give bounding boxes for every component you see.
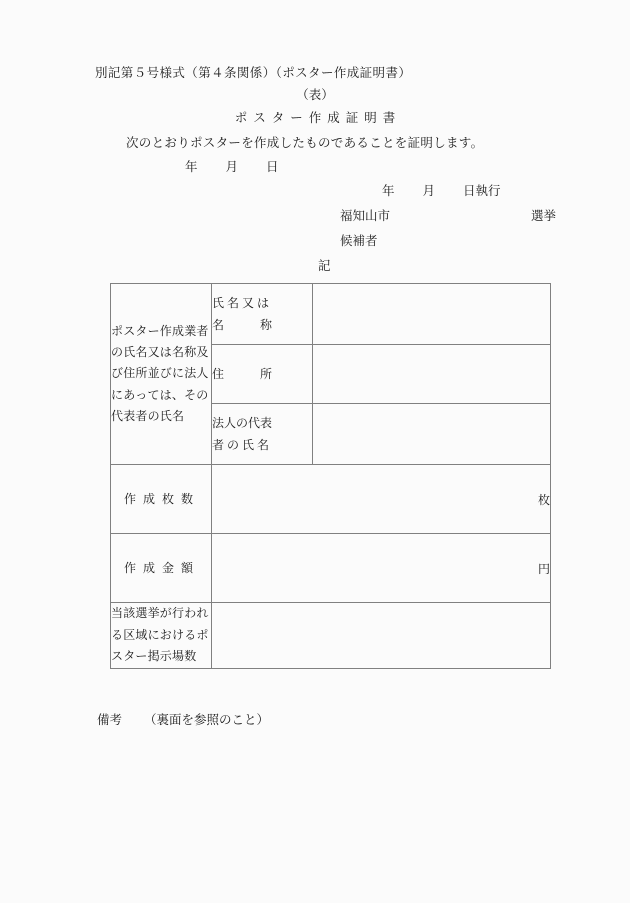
poster-amount-unit: 円 bbox=[537, 561, 550, 576]
candidate-label: 候補者 bbox=[340, 234, 378, 248]
table-row bbox=[111, 603, 551, 669]
producer-header-line: ポスター作成業者 bbox=[111, 323, 209, 338]
producer-header-cell bbox=[111, 284, 212, 465]
execution-month: 月 bbox=[422, 184, 436, 198]
label-line: 法人の代表 bbox=[212, 415, 273, 430]
value-poster-count[interactable] bbox=[212, 465, 551, 534]
form-code-heading: 別記第５号様式（第４条関係）（ポスター作成証明書） bbox=[95, 66, 412, 80]
table-row bbox=[111, 534, 551, 603]
producer-header-line: にあっては、その bbox=[111, 387, 209, 402]
label-text: 作成枚数 bbox=[124, 491, 201, 506]
label-corporate-rep-name bbox=[212, 404, 313, 465]
label-poster-count bbox=[111, 465, 212, 534]
poster-count-unit: 枚 bbox=[537, 492, 550, 507]
table-row bbox=[111, 284, 551, 345]
issue-date-year: 年 bbox=[185, 160, 198, 174]
value-corporate-rep-name[interactable] bbox=[313, 404, 551, 465]
label-line: 名 称 bbox=[212, 318, 273, 332]
remarks-text: （裏面を参照のこと） bbox=[144, 713, 270, 727]
label-line: スター掲示場数 bbox=[111, 649, 197, 664]
remarks-note bbox=[97, 710, 269, 728]
label-name-or-title bbox=[212, 284, 313, 345]
remarks-label: 備考 bbox=[97, 713, 123, 727]
value-poster-board-count[interactable] bbox=[212, 603, 551, 669]
document-title: ポスター作成証明書 bbox=[234, 111, 402, 125]
execution-year: 年 bbox=[382, 184, 395, 198]
ki-mark: 記 bbox=[318, 259, 331, 273]
label-line: る区域におけるポ bbox=[111, 627, 209, 642]
producer-header-line: び住所並びに法人 bbox=[111, 366, 209, 381]
table-row bbox=[111, 465, 551, 534]
label-address bbox=[212, 345, 313, 404]
value-name-or-title[interactable] bbox=[313, 284, 551, 345]
label-line: 当該選挙が行われ bbox=[111, 606, 209, 620]
producer-header-line: 代表者の氏名 bbox=[111, 409, 185, 424]
label-line: 住 所 bbox=[212, 366, 273, 381]
label-text: 作成金額 bbox=[124, 560, 201, 575]
label-poster-amount bbox=[111, 534, 212, 603]
election-name-row bbox=[340, 206, 556, 224]
city-name: 福知山市 bbox=[340, 209, 391, 223]
label-line: 者 の 氏 名 bbox=[212, 438, 270, 452]
execution-date-line bbox=[382, 181, 501, 199]
certification-statement: 次のとおりポスターを作成したものであることを証明します。 bbox=[126, 136, 484, 150]
poster-certificate-table bbox=[110, 283, 551, 669]
issue-date-day: 日 bbox=[266, 160, 279, 174]
value-poster-amount[interactable] bbox=[212, 534, 551, 603]
execution-day: 日執行 bbox=[463, 184, 501, 198]
label-line: 氏 名 又 は bbox=[212, 295, 270, 310]
label-poster-board-count bbox=[111, 603, 212, 669]
issue-date-month: 月 bbox=[225, 160, 239, 174]
side-mark-label: （表） bbox=[296, 88, 334, 102]
election-kind-label: 選挙 bbox=[530, 209, 556, 223]
value-address[interactable] bbox=[313, 345, 551, 404]
producer-header-line: の氏名又は名称及 bbox=[111, 344, 209, 359]
issue-date-line bbox=[185, 157, 279, 175]
